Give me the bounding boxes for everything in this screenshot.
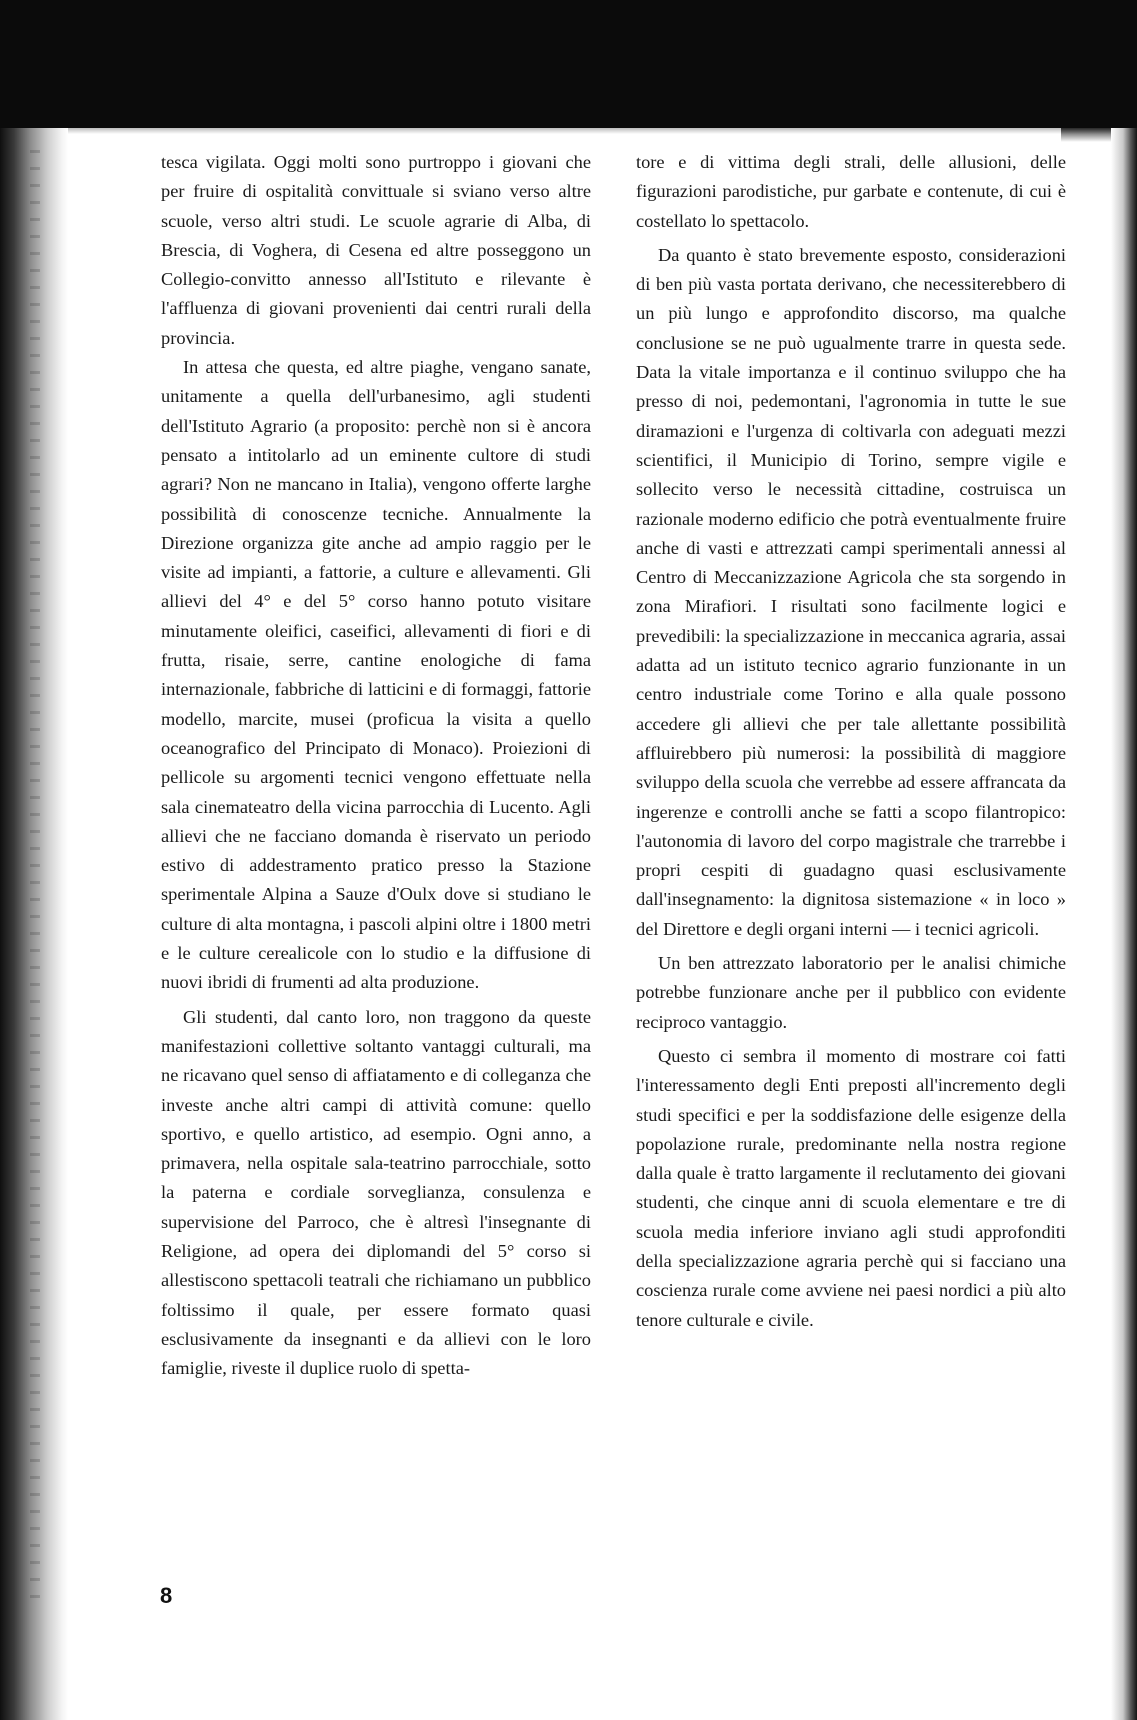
scan-right-edge-shadow <box>1111 128 1137 1720</box>
paragraph: In attesa che questa, ed altre piaghe, vengano sanate, unitamente a quella dell'urbanesimo, agli studenti dell'Istituto Agrario (a proposito: perchè non si è ancora pensato a intitolarlo ad un eminente cultore di studi agrari? Non ne mancano in Italia), vengono offerte larghe possibilità di conoscenze tecniche. Annualmente la Direzione organizza gite anche ad ampio raggio per le visite ad impianti, a fattorie, a culture e allevamenti. Gli allievi del 4° e del 5° corso hanno potuto visitare minutamente oleifici, caseifici, allevamenti di fiori e di frutta, risaie, serre, cantine enologiche di fama internazionale, fabbriche di latticini e di formaggi, fattorie modello, marcite, musei (proficua la visita a quello oceanografico del Principato di Monaco). Proiezioni di pellicole su argomenti tecnici vengono effettuate nella sala cinemateatro della vicina parrocchia di Lucento. Agli allievi che ne facciano domanda è riservato un periodo estivo di addestramento pratico presso la Stazione sperimentale Alpina a Sauze d'Oulx dove si studiano le culture di alta montagna, i pascoli alpini oltre i 1800 metri e le culture cerealicole con lo studio e la diffusione di nuovi ibridi di frumenti ad alta produzione. <box>161 357 591 993</box>
paragraph: Questo ci sembra il momento di mostrare coi fatti l'interessamento degli Enti preposti all'incremento degli studi specifici e per la soddisfazione delle esigenze della popolazione rurale, predominante nella nostra regione dalla quale è tratto largamente il reclutamento dei giovani studenti, che cinque anni di scuola elementare e tre di scuola media inferiore inviano agli studi approfonditi della specializzazione agraria perchè qui si facciano una coscienza rurale come avviene nei paesi nordici a più alto tenore culturale e civile. <box>636 1045 1066 1330</box>
paragraph: Gli studenti, dal canto loro, non traggono da queste manifestazioni collettive soltanto vantaggi culturali, ma ne ricavano quel senso di affiatamento e di colleganza che investe anche altri campi di attività comune: quello sportivo, e quello artistico, ad esempio. Ogni anno, a primavera, nella ospitale sala-teatrino parrocchiale, sotto la paterna e cordiale sorveglianza, consulenza e supervisione del Parroco, che è altresì l'insegnante di Religione, ad opera dei diplomandi del 5° corso si allestiscono spettacoli teatrali che richiamano un pubblico foltissimo il quale, per essere formato quasi esclusivamente da insegnanti e da allievi con le loro famiglie, riveste il duplice ruolo di spetta- <box>161 1006 591 1379</box>
right-text-column <box>636 148 1066 1335</box>
scan-top-shadow-fade <box>0 112 1137 134</box>
paragraph: tesca vigilata. Oggi molti sono purtroppo i giovani che per fruire di ospitalità convittuale si sviano verso altre scuole, verso altri studi. Le scuole agrarie di Alba, di Brescia, di Voghera, di Cesena ed altre posseggono un Collegio-convitto annesso all'Istituto e rilevante è l'affluenza di giovani provenienti dai centri rurali della provincia. <box>161 152 591 348</box>
scan-binding-texture <box>30 150 40 1600</box>
page-number: 8 <box>160 1583 173 1608</box>
paragraph: Da quanto è stato brevemente esposto, considerazioni di ben più vasta portata derivano, che necessiterebbero di un più lungo e approfondito discorso, ma qualche conclusione se ne può ugualmente trarre in questa sede. Data la vitale importanza e il continuo sviluppo che ha presso di noi, pedemontani, l'agronomia in tutte le sue diramazioni e l'urgenza di coltivarla con adeguati mezzi scientifici, il Municipio di Torino, sempre vigile e sollecito verso le necessità cittadine, costruisca un razionale moderno edificio che potrà eventualmente fruire anche di vasti e attrezzati campi sperimentali annessi al Centro di Meccanizzazione Agricola che sta sorgendo in zona Mirafiori. I risultati sono facilmente logici e prevedibili: la specializzazione in meccanica agraria, assai adatta ad un istituto tecnico agrario funzionante in un centro industriale come Torino e alla quale possono accedere gli allievi che per tale allettante possibilità affluirebbero più numerosi: la possibilità di maggiore sviluppo della scuola che verrebbe ad essere affrancata da ingerenze e controlli anche se fatti a scopo filantropico: l'autonomia di lavoro del corpo magistrale che trarrebbe i propri cespiti di guadagno quasi esclusivamente dall'insegnamento: la dignitosa sistemazione « in loco » del Direttore e degli organi interni — i tecnici agricoli. <box>636 244 1066 939</box>
paragraph: Un ben attrezzato laboratorio per le analisi chimiche potrebbe funzionare anche per il pubblico con evidente reciproco vantaggio. <box>636 953 1066 1032</box>
left-text-column <box>161 148 591 1383</box>
paragraph: tore e di vittima degli strali, delle allusioni, delle figurazioni parodistiche, pur garbate e contenute, di cui è costellato lo spettacolo. <box>636 152 1066 231</box>
scan-top-shadow <box>0 0 1137 128</box>
